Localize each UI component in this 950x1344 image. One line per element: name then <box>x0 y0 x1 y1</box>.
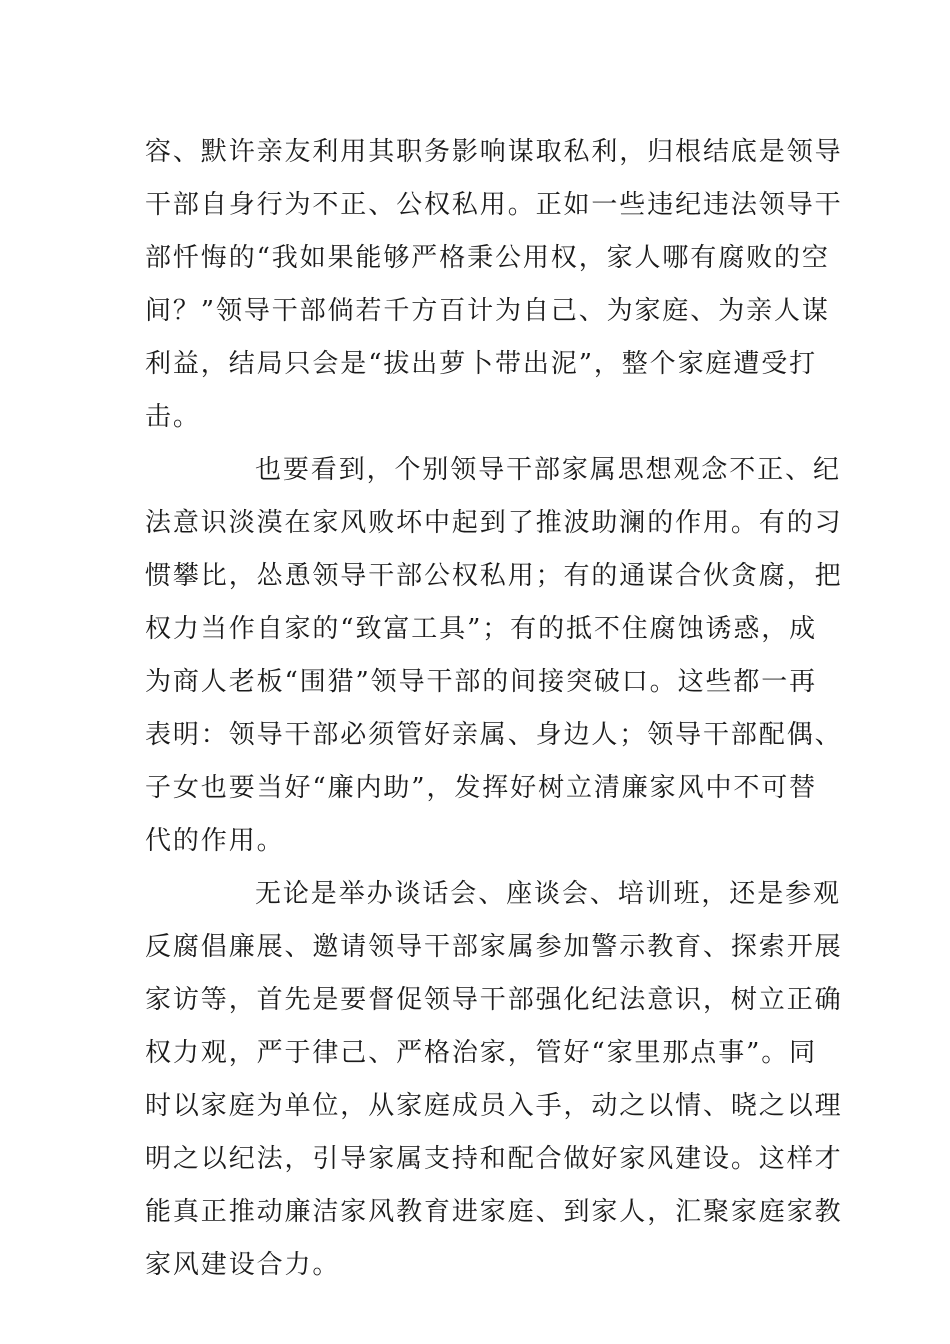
text-line: 明之以纪法，引导家属支持和配合做好家风建设。这样才 <box>145 1144 843 1174</box>
text-line: 容、默许亲友利用其职务影响谋取私利，归根结底是领导 <box>145 137 843 167</box>
text-line: 家风建设合力。 <box>145 1250 341 1280</box>
text-line: 代的作用。 <box>145 826 285 856</box>
text-line: 能真正推动廉洁家风教育进家庭、到家人，汇聚家庭家教 <box>145 1197 843 1227</box>
text-line: 惯攀比，怂恿领导干部公权私用；有的通谋合伙贪腐，把 <box>145 561 843 591</box>
document-body <box>145 126 843 1292</box>
paragraph-1 <box>145 126 843 444</box>
paragraph-2 <box>145 444 843 868</box>
text-line: 时以家庭为单位，从家庭成员入手，动之以情、晓之以理 <box>145 1091 843 1121</box>
text-line: 击。 <box>145 402 201 432</box>
text-line: 部忏悔的“我如果能够严格秉公用权，家人哪有腐败的空 <box>145 243 830 273</box>
text-line: 为商人老板“围猎”领导干部的间接突破口。这些都一再 <box>145 667 818 697</box>
text-line: 家访等，首先是要督促领导干部强化纪法意识，树立正确 <box>145 985 843 1015</box>
text-line: 反腐倡廉展、邀请领导干部家属参加警示教育、探索开展 <box>145 932 843 962</box>
text-line: 无论是举办谈话会、座谈会、培训班，还是参观 <box>255 879 841 909</box>
text-line: 子女也要当好“廉内助”，发挥好树立清廉家风中不可替 <box>145 773 818 803</box>
paragraph-3 <box>145 868 843 1292</box>
text-line: 权力观，严于律己、严格治家，管好“家里那点事”。同 <box>145 1038 818 1068</box>
text-line: 利益，结局只会是“拔出萝卜带出泥”，整个家庭遭受打 <box>145 349 818 379</box>
text-line: 表明：领导干部必须管好亲属、身边人；领导干部配偶、 <box>145 720 843 750</box>
text-line: 法意识淡漠在家风败坏中起到了推波助澜的作用。有的习 <box>145 508 843 538</box>
text-line: 干部自身行为不正、公权私用。正如一些违纪违法领导干 <box>145 190 843 220</box>
text-line: 间？”领导干部倘若千方百计为自己、为家庭、为亲人谋 <box>145 296 830 326</box>
text-line: 权力当作自家的“致富工具”；有的抵不住腐蚀诱惑，成 <box>145 614 818 644</box>
text-line: 也要看到，个别领导干部家属思想观念不正、纪 <box>255 455 841 485</box>
